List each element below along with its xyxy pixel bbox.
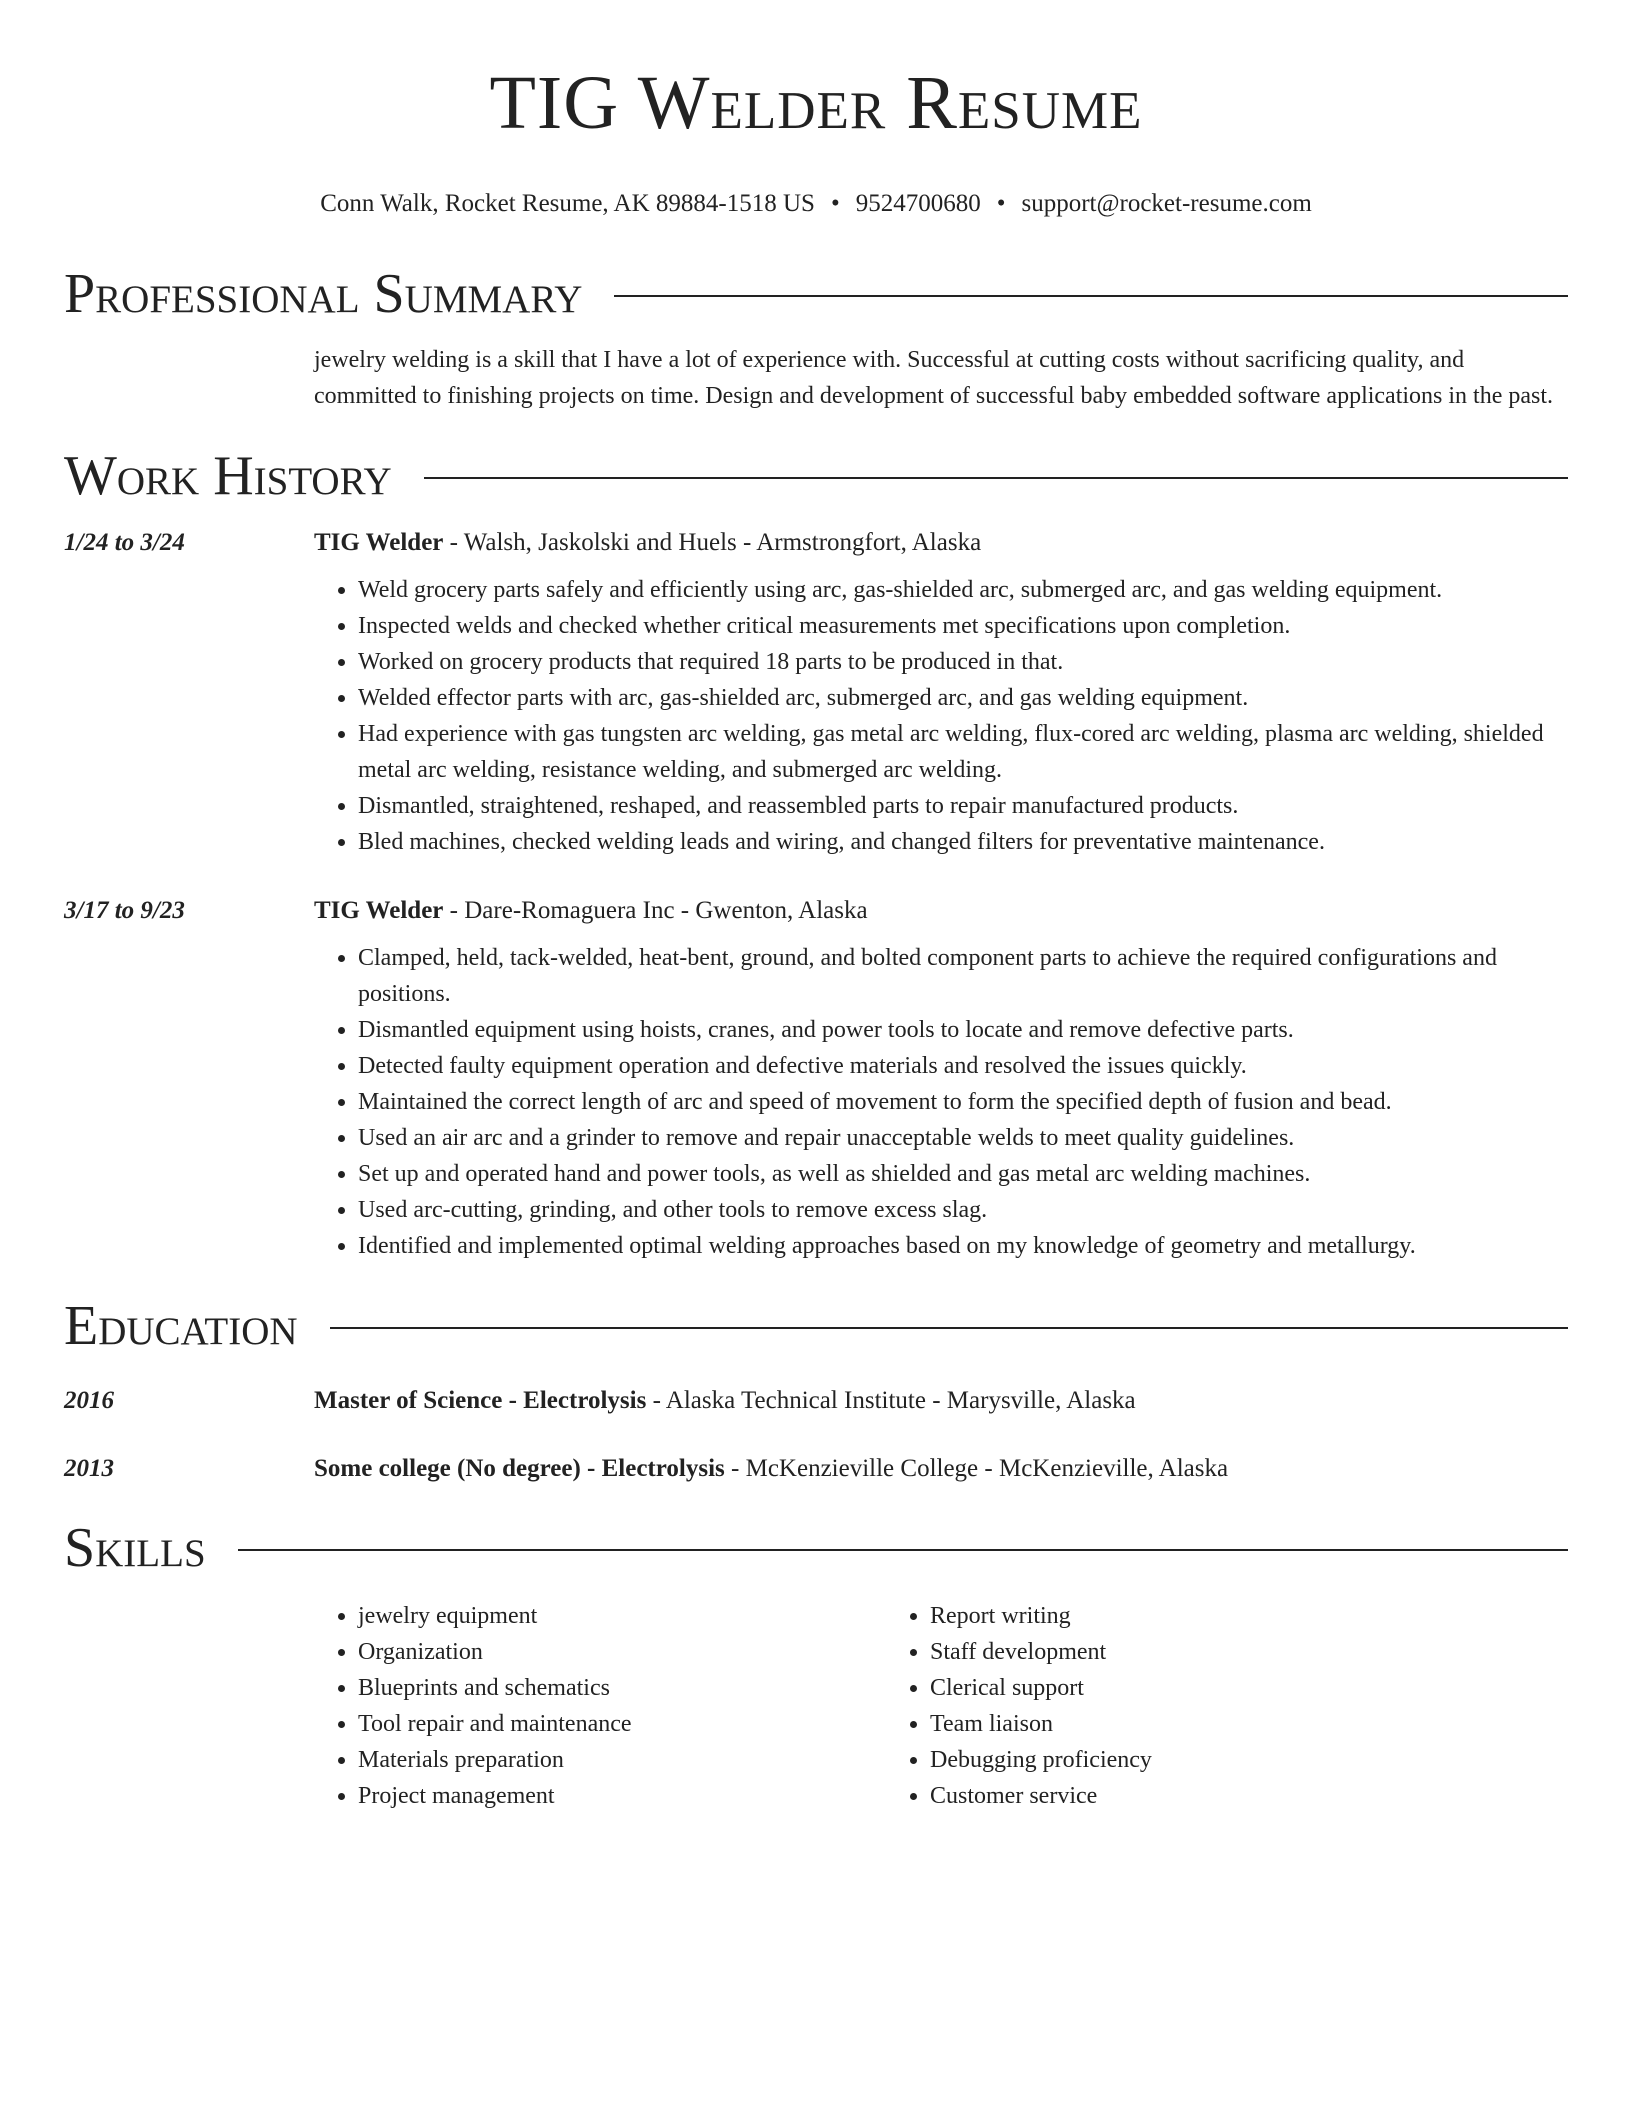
section-divider	[614, 295, 1568, 297]
contact-line	[64, 188, 1568, 220]
education-degree: Some college (No degree) - Electrolysis	[314, 1455, 725, 1482]
job-dates: 3/17 to 9/23	[64, 897, 185, 924]
section-divider	[238, 1549, 1568, 1551]
job-bullet: • Dismantled, straightened, reshaped, and reassembled parts to repair manufactured products.	[358, 788, 1568, 824]
job-body	[314, 526, 1568, 860]
job-body	[314, 894, 1568, 1264]
job-bullet: • Identified and implemented optimal welding approaches based on my knowledge of geometry and metallurgy.	[358, 1228, 1568, 1264]
job-bullet: • Inspected welds and checked whether critical measurements met specifications upon completion.	[358, 608, 1568, 644]
job-bullet: • Weld grocery parts safely and efficiently using arc, gas-shielded arc, submerged arc, and gas welding equipment.	[358, 572, 1568, 608]
skills-columns	[314, 1598, 1458, 1814]
job-dates: 1/24 to 3/24	[64, 529, 185, 556]
skill-item: • Staff development	[930, 1634, 1458, 1670]
education-heading: Education	[64, 1295, 298, 1357]
skills-section-header	[64, 1516, 1568, 1580]
education-year: 2013	[64, 1455, 114, 1482]
skill-item: • jewelry equipment	[358, 1598, 886, 1634]
summary-heading: Professional Summary	[64, 263, 583, 325]
education-entry	[64, 1452, 1568, 1486]
job-bullet-list	[314, 572, 1568, 860]
contact-separator: •	[830, 190, 840, 217]
job-bullet: • Set up and operated hand and power tools, as well as shielded and gas metal arc welding machines.	[358, 1156, 1568, 1192]
education-body	[314, 1452, 1568, 1486]
job-bullet: • Dismantled equipment using hoists, cranes, and power tools to locate and remove defective parts.	[358, 1012, 1568, 1048]
skill-item: • Clerical support	[930, 1670, 1458, 1706]
education-degree: Master of Science - Electrolysis	[314, 1387, 647, 1414]
skills-left-spacer	[64, 1580, 314, 1814]
summary-left-spacer	[64, 342, 314, 414]
job-bullet: • Had experience with gas tungsten arc welding, gas metal arc welding, flux-cored arc welding, plasma arc welding, shielded metal arc welding, resistance welding, and submerged arc welding.	[358, 716, 1568, 788]
contact-phone: 9524700680	[855, 190, 981, 217]
work-heading: Work History	[64, 445, 392, 507]
skill-item: • Customer service	[930, 1778, 1458, 1814]
job-bullet: • Worked on grocery products that required 18 parts to be produced in that.	[358, 644, 1568, 680]
education-details: - Alaska Technical Institute - Marysville, Alaska	[646, 1387, 1136, 1414]
skill-item: • Organization	[358, 1634, 886, 1670]
job-bullet: • Used an air arc and a grinder to remove and repair unacceptable welds to meet quality guidelines.	[358, 1120, 1568, 1156]
skill-item: • Project management	[358, 1778, 886, 1814]
contact-separator: •	[996, 190, 1006, 217]
job-details: - Dare-Romaguera Inc - Gwenton, Alaska	[443, 897, 868, 924]
job-bullet: • Clamped, held, tack-welded, heat-bent, ground, and bolted component parts to achieve the required configurations and positions.	[358, 940, 1568, 1012]
job-bullet: • Detected faulty equipment operation and defective materials and resolved the issues quickly.	[358, 1048, 1568, 1084]
skill-item: • Blueprints and schematics	[358, 1670, 886, 1706]
skill-item: • Team liaison	[930, 1706, 1458, 1742]
skill-item: • Tool repair and maintenance	[358, 1706, 886, 1742]
section-divider	[424, 477, 1568, 479]
skills-list-right	[886, 1598, 1458, 1814]
job-bullet-list	[314, 940, 1568, 1264]
education-list	[64, 1384, 1568, 1486]
education-year: 2016	[64, 1387, 114, 1414]
work-section-header	[64, 444, 1568, 508]
summary-section-header	[64, 262, 1568, 326]
job-entry	[64, 894, 1568, 1264]
job-heading	[314, 526, 1568, 560]
job-details: - Walsh, Jaskolski and Huels - Armstrongfort, Alaska	[443, 529, 982, 556]
summary-text: jewelry welding is a skill that I have a lot of experience with. Successful at cutting costs without sacrificing quality, and committed to finishing projects on time. Design and development of successful baby embedded software applications in the past.	[314, 347, 1554, 409]
skills-heading: Skills	[64, 1517, 206, 1579]
skills-list-left	[314, 1598, 886, 1814]
job-bullet: • Used arc-cutting, grinding, and other tools to remove excess slag.	[358, 1192, 1568, 1228]
job-entry	[64, 526, 1568, 860]
education-details: - McKenzieville College - McKenzieville, Alaska	[724, 1455, 1229, 1482]
education-body	[314, 1384, 1568, 1418]
skill-item: • Debugging proficiency	[930, 1742, 1458, 1778]
job-bullet: • Maintained the correct length of arc and speed of movement to form the specified depth of fusion and bead.	[358, 1084, 1568, 1120]
education-section-header	[64, 1294, 1568, 1358]
summary-row	[64, 342, 1568, 414]
job-title: TIG Welder	[314, 529, 444, 556]
job-heading	[314, 894, 1568, 928]
job-bullet: • Bled machines, checked welding leads and wiring, and changed filters for preventative maintenance.	[358, 824, 1568, 860]
contact-email: support@rocket-resume.com	[1021, 190, 1312, 217]
contact-address: Conn Walk, Rocket Resume, AK 89884-1518 US	[320, 190, 815, 217]
job-list	[64, 526, 1568, 1264]
section-divider	[330, 1327, 1568, 1329]
skills-row	[64, 1580, 1568, 1814]
education-entry	[64, 1384, 1568, 1418]
skill-item: • Report writing	[930, 1598, 1458, 1634]
job-title: TIG Welder	[314, 897, 444, 924]
skill-item: • Materials preparation	[358, 1742, 886, 1778]
job-bullet: • Welded effector parts with arc, gas-shielded arc, submerged arc, and gas welding equipment.	[358, 680, 1568, 716]
resume-title: TIG Welder Resume	[489, 61, 1143, 145]
